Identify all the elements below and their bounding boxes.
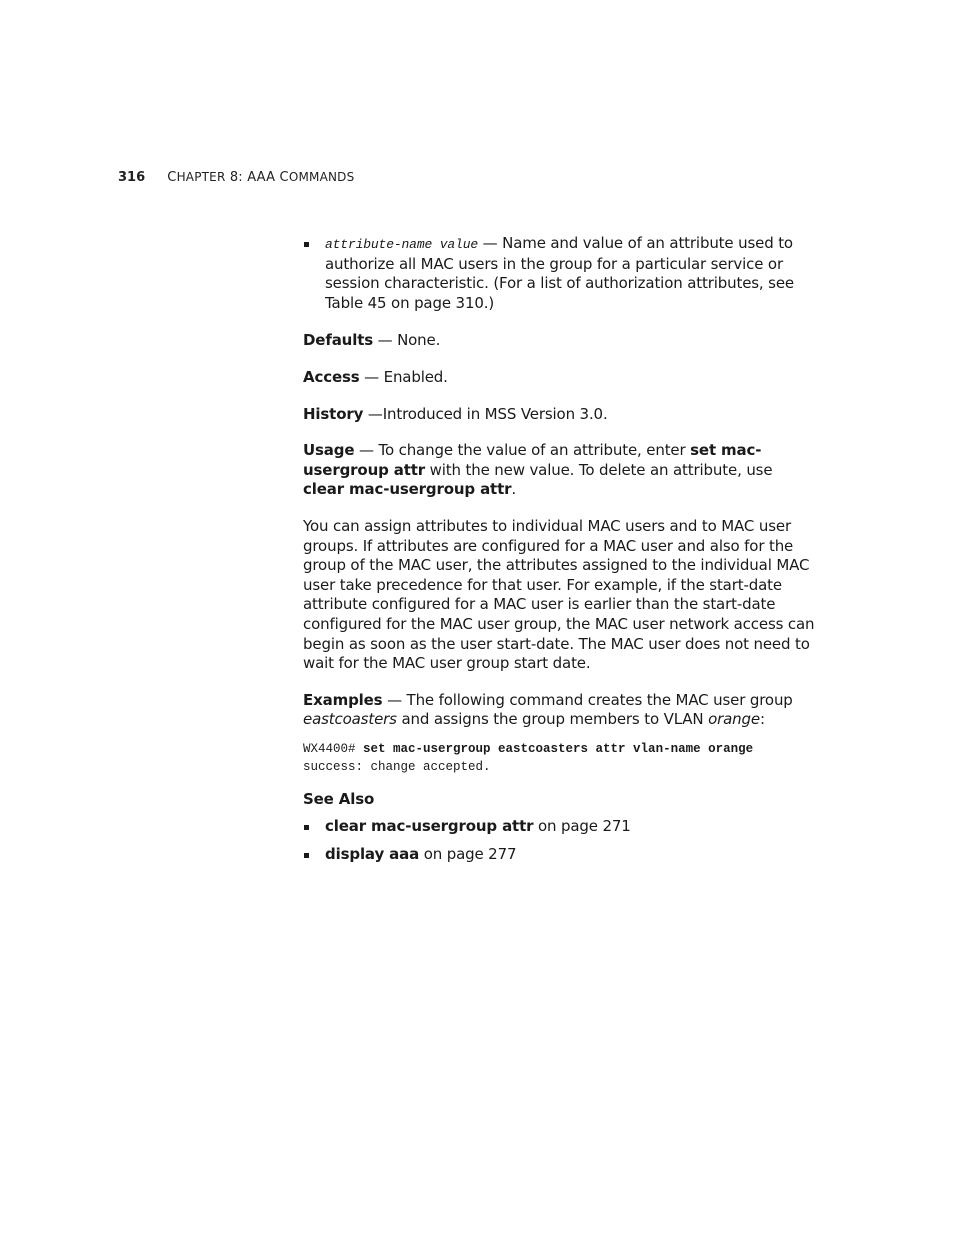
code-output: success: change accepted. — [303, 759, 491, 774]
history-label: History — [303, 404, 364, 423]
access-line: Access — Enabled. — [303, 367, 448, 386]
see-also-heading: See Also — [303, 789, 375, 808]
page-number: 316 — [118, 170, 146, 185]
set-command: set mac-usergroup attr — [303, 441, 762, 479]
defaults-label: Defaults — [303, 331, 373, 350]
group-name: eastcoasters — [303, 710, 397, 729]
vlan-name: orange — [708, 710, 760, 729]
see-also-link[interactable]: clear mac-usergroup attr — [325, 817, 534, 836]
attribute-description: — Name and value of an attribute used to authorize all MAC users in the group for a particular service or session characteristic. (For a list of authorization attributes, see Table 45 on page 310.) — [325, 234, 794, 312]
history-line: History —Introduced in MSS Version 3.0. — [303, 404, 608, 423]
see-also-link[interactable]: display aaa — [325, 845, 420, 864]
see-also-item: display aaa on page 277 — [303, 845, 818, 865]
examples-label: Examples — [303, 690, 383, 709]
code-prompt: WX4400# — [303, 741, 364, 756]
bullet-icon — [304, 853, 309, 858]
running-header — [118, 170, 354, 185]
examples-paragraph: Examples — The following command creates the MAC user group eastcoasters and assigns the group members to VLAN orange: — [303, 690, 793, 729]
code-example — [303, 740, 818, 776]
clear-command: clear mac-usergroup attr — [303, 480, 512, 499]
defaults-line: Defaults — None. — [303, 331, 441, 350]
see-also-item: clear mac-usergroup attr on page 271 — [303, 817, 818, 837]
usage-paragraph: Usage — To change the value of an attribute, enter set mac-usergroup attr with the new value. To delete an attribute, use clear mac-usergroup attr. — [303, 441, 773, 499]
usage-label: Usage — [303, 441, 355, 460]
bullet-icon — [304, 825, 309, 830]
code-command: set mac-usergroup eastcoasters attr vlan-name orange — [363, 741, 754, 756]
attribute-code: attribute-name value — [325, 237, 479, 252]
main-content — [303, 234, 818, 865]
bullet-icon — [304, 242, 309, 247]
attribute-bullet — [303, 234, 818, 313]
chapter-title: CHAPTER 8: AAA COMMANDS — [167, 170, 355, 185]
attributes-paragraph: You can assign attributes to individual MAC users and to MAC user groups. If attributes are configured for a MAC user and also for the group of the MAC user, the attributes assigned to the individual MAC user take precedence for that user. For example, if the start-date attribute configured for a MAC user is earlier than the start-date configured for the MAC user group, the MAC user network access can begin as soon as the user start-date. The MAC user does not need to wait for the MAC user group start date. — [303, 516, 815, 673]
access-label: Access — [303, 367, 360, 386]
